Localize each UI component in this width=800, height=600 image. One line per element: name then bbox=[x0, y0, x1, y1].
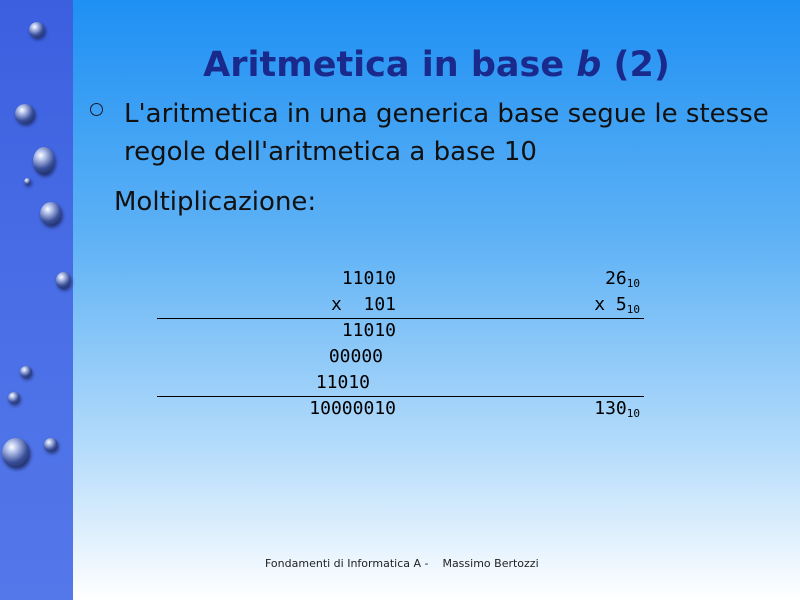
base-subscript: 10 bbox=[626, 303, 640, 316]
decimal-value: 26 bbox=[605, 268, 627, 289]
slide-title bbox=[73, 42, 800, 88]
decimal-result bbox=[594, 396, 640, 427]
sidebar-decoration bbox=[0, 0, 73, 600]
bubble-decoration bbox=[15, 104, 35, 124]
slide-footer: Fondamenti di Informatica A - Massimo Bertozzi bbox=[265, 557, 539, 570]
title-variable: b bbox=[576, 45, 602, 85]
base-subscript: 10 bbox=[626, 277, 640, 290]
bubble-decoration bbox=[56, 272, 71, 289]
sum-line bbox=[157, 318, 644, 319]
section-label: Moltiplicazione: bbox=[114, 187, 317, 217]
bubble-decoration bbox=[40, 202, 62, 226]
binary-partial-product: 11010 bbox=[315, 372, 370, 393]
binary-partial-product: 00000 bbox=[328, 346, 383, 367]
title-suffix: (2) bbox=[601, 45, 670, 85]
decimal-value: 130 bbox=[594, 398, 627, 419]
bubble-decoration bbox=[8, 392, 20, 404]
hollow-circle-bullet-icon bbox=[90, 103, 103, 116]
bubble-decoration bbox=[29, 22, 45, 38]
binary-partial-product: 11010 bbox=[341, 320, 396, 341]
base-subscript: 10 bbox=[626, 407, 640, 420]
decimal-value: x 5 bbox=[594, 294, 627, 315]
title-prefix: Aritmetica in base bbox=[203, 45, 577, 85]
sum-line bbox=[157, 396, 644, 397]
bubble-decoration bbox=[33, 147, 55, 175]
decimal-multiplier bbox=[594, 292, 640, 323]
binary-multiplier: x 101 bbox=[330, 294, 396, 315]
binary-multiplicand: 11010 bbox=[341, 268, 396, 289]
bubble-decoration bbox=[24, 178, 31, 185]
bubble-decoration bbox=[2, 438, 30, 468]
bubble-decoration bbox=[44, 438, 58, 452]
binary-result: 10000010 bbox=[309, 398, 396, 419]
bubble-decoration bbox=[20, 366, 32, 378]
bullet-text: L'aritmetica in una generica base segue le stesse regole dell'aritmetica a base 10 bbox=[124, 99, 769, 167]
